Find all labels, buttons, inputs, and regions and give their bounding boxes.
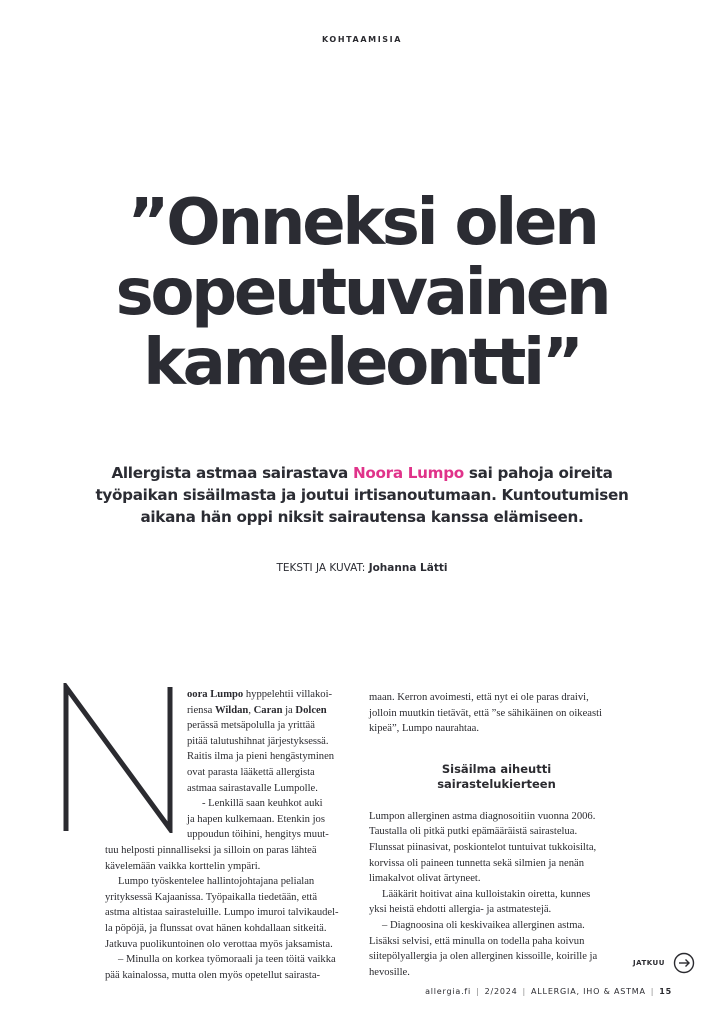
body-line: yrityksessä Kajaanissa. Työpaikalla tiedetään, että [105,891,318,903]
body-line: la pöpöjä, ja flunssat ovat hänen kohdallaan sitkeitä. [105,922,327,934]
section-label: KOHTAAMISIA [321,35,403,44]
body-line: yksi heistä ehdotti allergia- ja astmatestejä. [369,904,552,916]
body-line: Lumpo työskentelee hallintojohtajana pelialan [118,876,315,888]
body-line: – Minulla on korkea työmoraali ja teen töitä vaikka [118,954,336,966]
subheading-line: sairastelukierteen [437,777,556,791]
body-line: Taustalla oli pitkä putki epämääräistä sairastelua. [369,826,578,838]
lead-text: sai pahoja oireita työpaikan sisäilmasta ja joutui irtisanoutumaan. Kuntoutumisen aikana hän oppi niksit sairautensa kanssa elämiseen. [95,464,629,526]
body-column-right [369,690,624,980]
body-line: astma altistaa sairasteluille. Lumpo imuroi talvikaudel- [105,907,339,919]
headline-line: kameleontti” [143,326,581,400]
body-line: – Diagnoosina oli keskivaikea allerginen astma. [382,919,585,931]
body-line: pitää talutushihnat järjestyksessä. [187,735,329,747]
body-line: hevosille. [369,966,410,978]
continue-label: JATKUU [633,959,665,967]
section-subheading [369,762,624,792]
headline-line: sopeutuvainen [115,256,609,330]
body-line: - Lenkillä saan keuhkot auki [202,798,323,810]
headline [0,188,724,398]
body-line: Lisäksi selvisi, että minulla on todella paha koivun [369,935,585,947]
page-footer [425,987,672,996]
body-line: tuu helposti pinnalliseksi ja silloin on paras lähteä [105,844,317,856]
body-line: uppoudun töihini, hengitys muut- [187,829,329,841]
body-line: riensa Wildan, Caran ja Dolcen [187,704,327,716]
headline-line: ”Onneksi olen [127,186,597,260]
body-line: siitepölyallergia ja olen allerginen kissoille, koirille ja [369,951,598,963]
body-line: ja hapen kulkemaan. Etenkin jos [187,813,325,825]
footer-separator: | [522,987,527,996]
body-line: ovat parasta lääkettä allergista [187,766,315,778]
body-line: astmaa sairastavalle Lumpolle. [187,782,318,794]
body-line: kävelemään vaikka korttelin ympäri. [105,860,261,872]
body-line: korvissa oli paineen tunnetta sekä silmien ja nenän [369,857,585,869]
body-line: maan. Kerron avoimesti, että nyt ei ole paras draivi, [369,692,589,703]
body-line: oora Lumpo hyppelehtii villakoi- [187,689,333,700]
footer-issue: 2/2024 [484,987,518,996]
arrow-right-icon [673,952,695,974]
body-line: Lääkärit hoitivat aina kulloistakin oiretta, kunnes [382,888,591,900]
continue-link[interactable] [633,952,695,974]
body-line: pää kainalossa, mutta olen myös opetellut sairasta- [105,969,321,981]
lead-text: Allergista astmaa sairastava [111,464,353,482]
footer-magazine: ALLERGIA, IHO & ASTMA [531,987,646,996]
body-line: jolloin muutkin tietävät, että ”se sähikäinen on oikeasti [369,707,603,719]
subheading-line: Sisäilma aiheutti [441,762,552,776]
body-line: Raitis ilma ja pieni hengästyminen [187,751,335,763]
body-line: Flunssat piinasivat, poskiontelot tuntuivat tukkoisilta, [369,841,597,853]
body-line: perässä metsäpolulla ja yrittää [187,720,315,732]
footer-separator: | [650,987,655,996]
body-column-left [105,687,360,983]
body-line: Lumpon allerginen astma diagnosoitiin vuonna 2006. [369,810,596,822]
page-number: 15 [659,987,672,996]
body-line: Jatkuva puolikuntoinen olo verottaa myös jaksamista. [105,938,333,950]
author-credit [0,562,724,574]
body-line: limakalvot olivat ärtyneet. [369,873,481,885]
footer-site: allergia.fi [425,987,472,996]
credit-label: TEKSTI JA KUVAT: [276,562,369,574]
credit-author: Johanna Lätti [368,562,448,574]
body-line: kipeä”, Lumpo naurahtaa. [369,723,480,735]
lead-name-highlight: Noora Lumpo [352,464,464,482]
lead-paragraph [90,462,634,528]
footer-separator: | [476,987,480,996]
